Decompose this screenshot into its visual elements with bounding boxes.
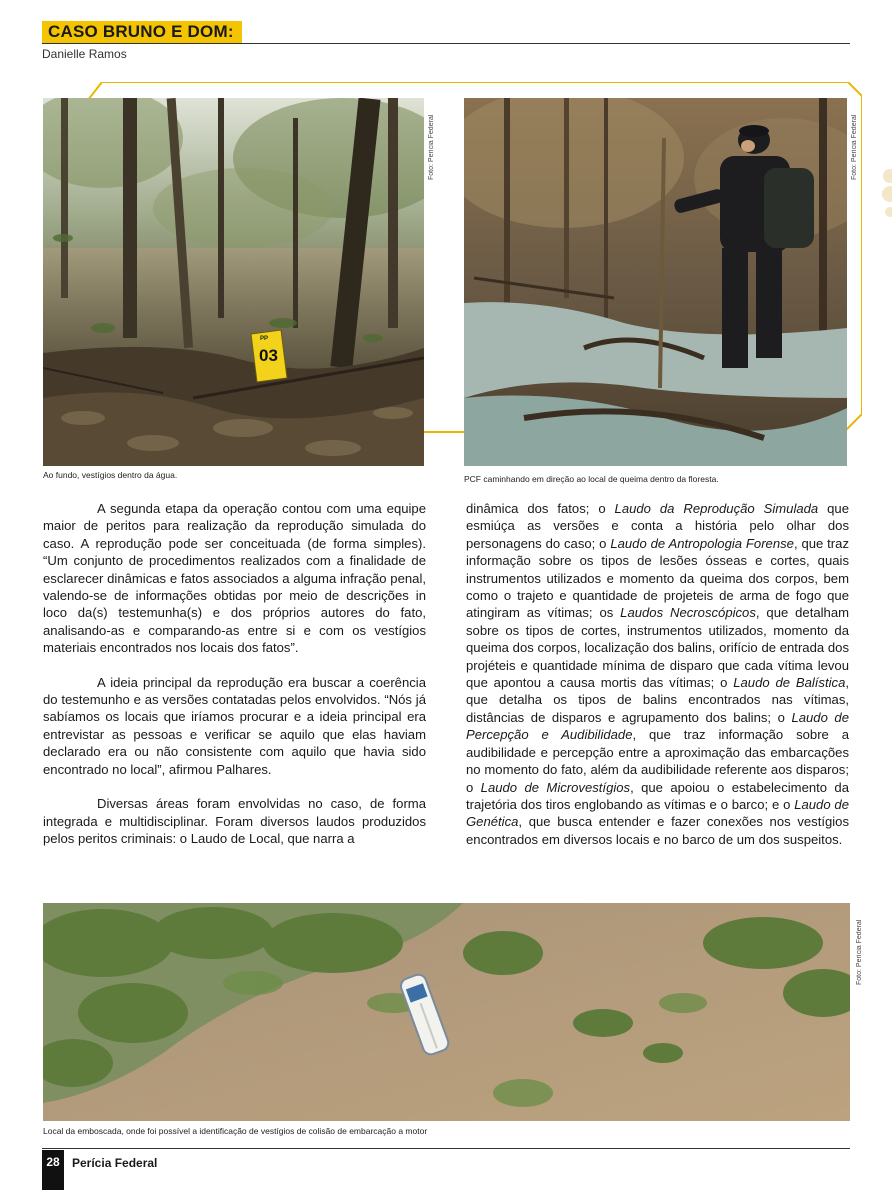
left-photo-credit: Foto: Perícia Federal	[428, 114, 435, 180]
paragraph: dinâmica dos fatos; o Laudo da Reprodução Simulada que esmiúça as versões e conta a história pelo olhar dos personagens do caso; o Laudo de Antropologia Forense, que traz informação sobre os tipos de lesões ósseas e cortes, quais instrumentos utilizados e momento da queima dos corpos, bem como o trajeto e quantidade de projeteis de arma de fogo que atingiram as vítimas; os Laudos Necroscópicos, que detalham sobre os tipos de cortes, instrumentos utilizados, momento da queima dos corpos, localização dos balins, orifício de entrada dos projéteis e quantidade mínima de disparo que cada vítima levou que apontou a causa mortis das vítimas; o Laudo de Balística, que detalha os tipos de balins encontrados nas vítimas, distâncias de disparos e agrupamento dos balins; o Laudo de Percepção e Audibilidade, que traz informação sobre a audibilidade e percepção entre a aproximação das embarcações no momento do fato, além da audibilidade referente aos disparos; o Laudo de Microvestígios, que apoiou o estabelecimento da trajetória dos tiros englobando as vítimas e o barco; e o Laudo de Genética, que busca entender e fazer conexões nos vestígios encontrados em diversos locais e no barco de um dos suspeitos.	[466, 501, 850, 847]
report-name: Laudos Necroscópicos	[620, 605, 756, 621]
right-photo-caption: PCF caminhando em direção ao local de queima dentro da floresta.	[464, 474, 719, 484]
author-name: Danielle Ramos	[42, 47, 127, 61]
page-number: 28	[42, 1150, 64, 1190]
article-column-right	[466, 500, 849, 848]
decorative-dots	[878, 168, 892, 218]
report-name: Laudo da Reprodução Simulada	[614, 501, 819, 516]
title-divider	[42, 43, 850, 44]
section-title: CASO BRUNO E DOM:	[42, 21, 242, 43]
magazine-name: Perícia Federal	[72, 1156, 158, 1170]
report-name: Laudo de Genética	[466, 796, 849, 830]
report-name: Laudo de Percepção e Audibilidade	[466, 709, 849, 743]
bottom-photo-credit: Foto: Perícia Federal	[856, 919, 863, 985]
article-column-left	[43, 500, 426, 847]
aerial-river-photo	[43, 903, 850, 1121]
paragraph: A ideia principal da reprodução era buscar a coerência do testemunho e as versões contatadas pelos envolvidos. “Nós já sabíamos os locais que iríamos procurar e a ideia principal era entrevistar as pessoas e verificar se aquilo que elas haviam declarado era ou não consistente com aquilo que havia sido encontrado no local”, afirmou Palhares.	[43, 674, 426, 777]
report-name: Laudo de Microvestígios	[480, 779, 631, 795]
paragraph: A segunda etapa da operação contou com uma equipe maior de peritos para realização da reprodução simulada do caso. A reprodução pode ser conceituada (de forma simples). “Um conjunto de procedimentos realizados com a finalidade de esclarecer dinâmicas e fatos associados a alguma infração penal, valendo-se de informações obtidas por meio de descrições in loco da(s) testemunha(s) e dos próprios autores do fato, analisando-as e comparando-as entre si e com os vestígios materiais encontrados nos locais dos fatos”.	[43, 501, 426, 656]
report-name: Laudo de Balística	[733, 675, 846, 691]
flooded-forest-photo	[43, 98, 424, 466]
report-name: Laudo de Antropologia Forense	[610, 535, 794, 551]
left-photo-caption: Ao fundo, vestígios dentro da água.	[43, 470, 178, 480]
paragraph: Diversas áreas foram envolvidas no caso, de forma integrada e multidisciplinar. Foram diversos laudos produzidos pelos peritos criminais: o Laudo de Local, que narra a	[43, 796, 426, 846]
evidence-marker-number: 03	[259, 346, 278, 365]
bottom-photo-caption: Local da emboscada, onde foi possível a identificação de vestígios de colisão de embarcação a motor	[43, 1126, 428, 1136]
footer-divider	[42, 1148, 850, 1149]
right-photo-credit: Foto: Perícia Federal	[851, 114, 858, 180]
officer-forest-photo	[464, 98, 847, 466]
evidence-marker-code: PP	[260, 336, 269, 342]
